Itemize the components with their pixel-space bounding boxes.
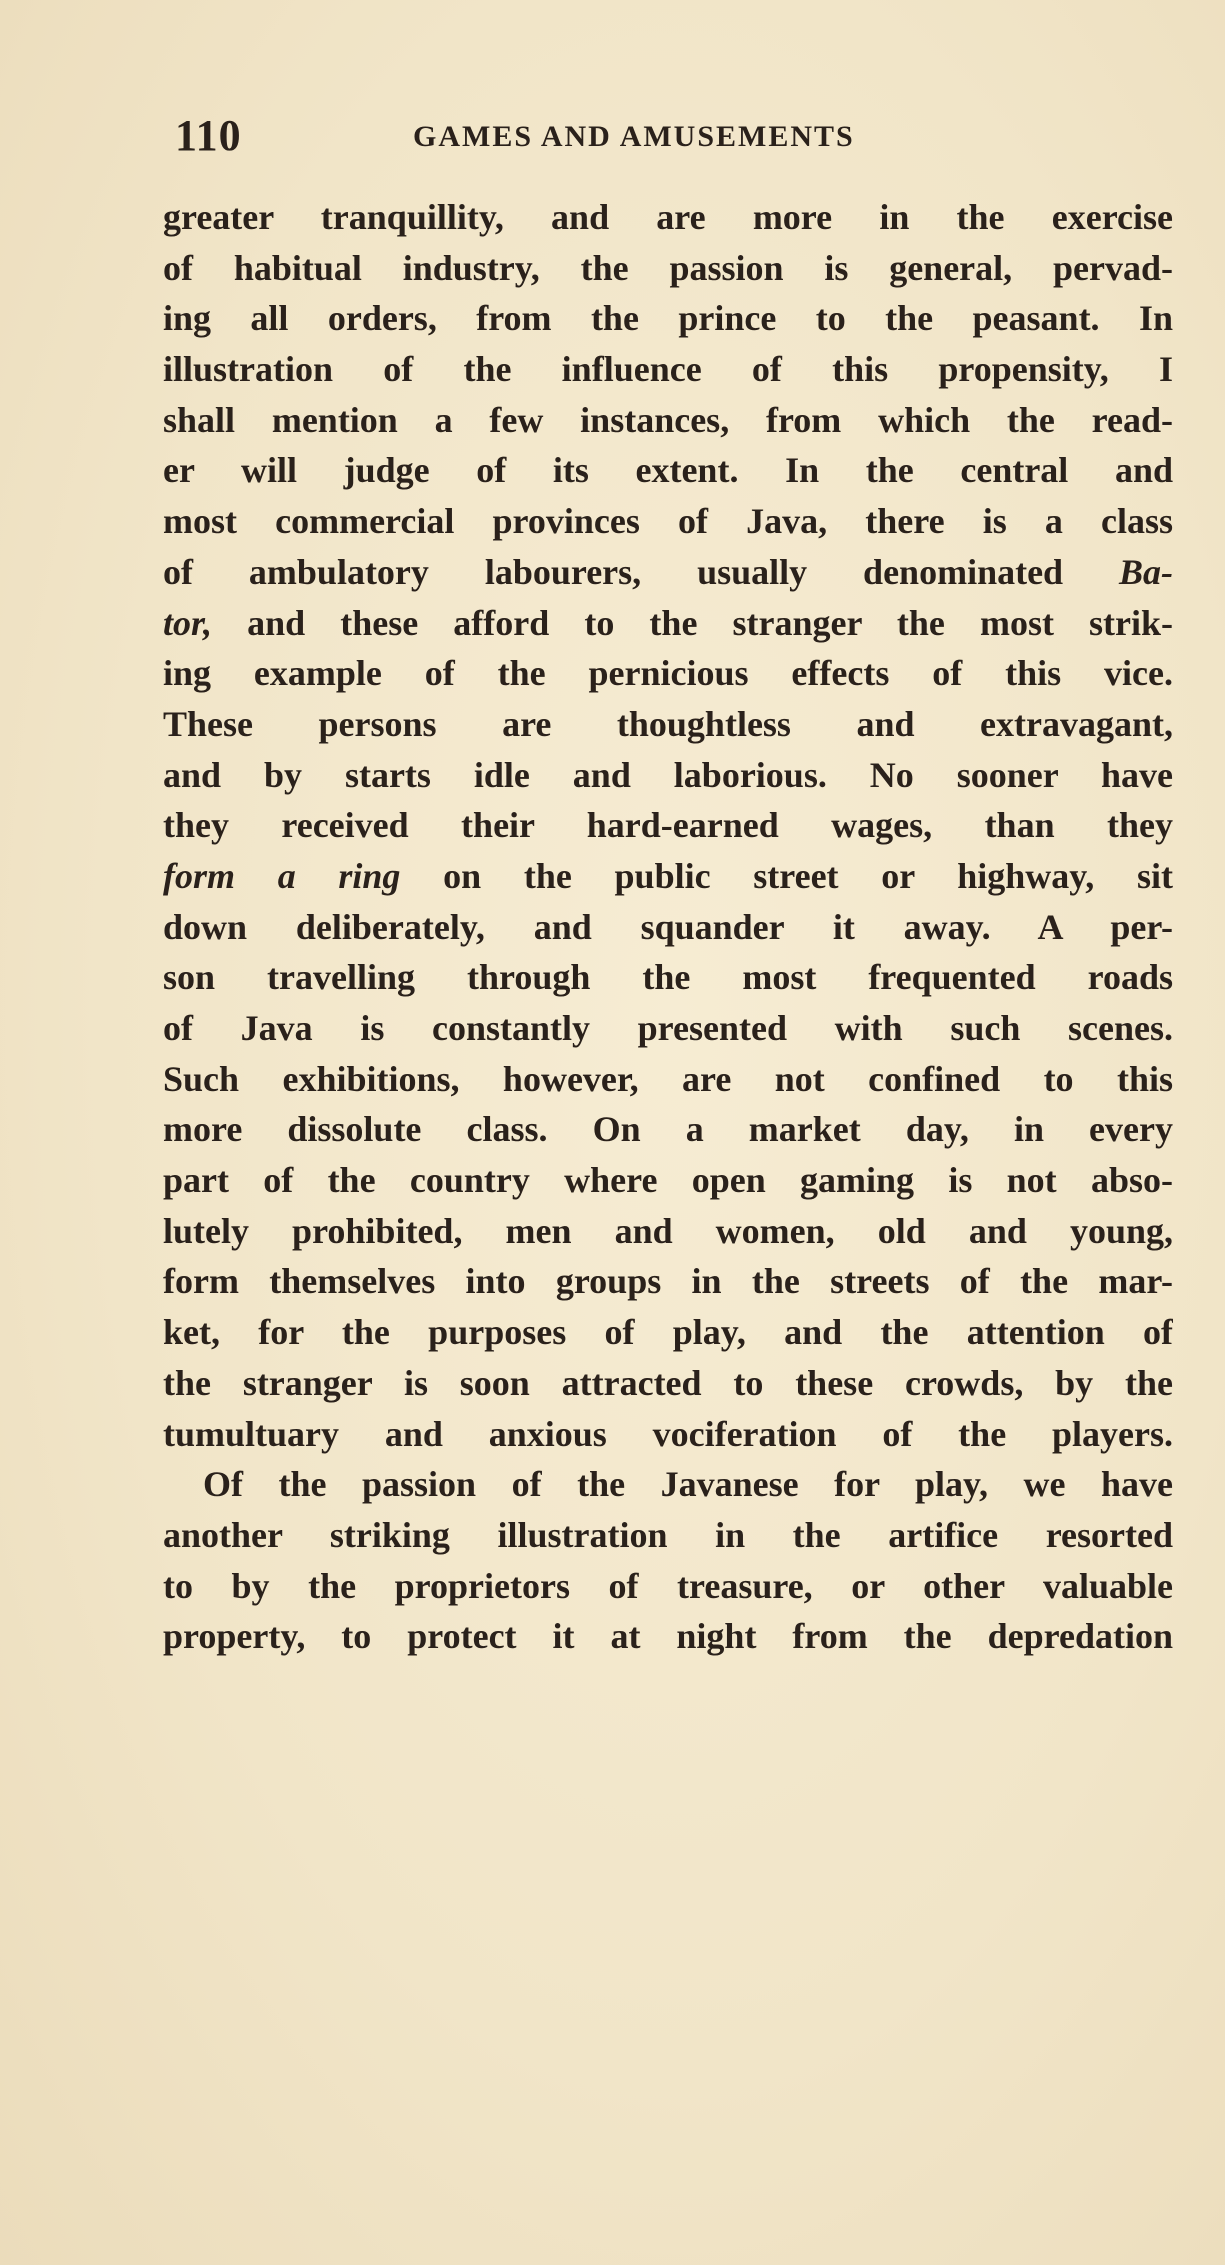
text-line-paragraph-start: Of the passion of the Javanese for play, we have	[203, 1464, 1173, 1505]
text-line: greater tranquillity, and are more in the exercise	[163, 197, 1173, 237]
text-line: another striking illustration in the artifice resorted	[163, 1514, 1173, 1555]
body-text	[163, 192, 1173, 1662]
text-line: ing all orders, from the prince to the peasant. In	[163, 298, 1173, 339]
text-line: down deliberately, and squander it away. A per-	[163, 906, 1173, 947]
text-line: son travelling through the most frequented roads	[163, 957, 1173, 998]
italic-phrase-form-a-ring: form a ring	[163, 855, 401, 896]
text-line: tumultuary and anxious vociferation of the players.	[163, 1413, 1173, 1454]
text-line: ing example of the pernicious effects of this vice.	[163, 653, 1173, 694]
text-line: lutely prohibited, men and women, old and young,	[163, 1210, 1173, 1251]
text-line	[163, 547, 1173, 598]
text-line-segment: of ambulatory labourers, usually denominated	[163, 551, 1064, 592]
text-line: most commercial provinces of Java, there is a class	[163, 501, 1173, 542]
text-line: Such exhibitions, however, are not confined to this	[163, 1058, 1173, 1099]
text-line: part of the country where open gaming is not abso-	[163, 1160, 1173, 1201]
text-line: they received their hard-earned wages, than they	[163, 805, 1173, 846]
text-line: form themselves into groups in the streets of the mar-	[163, 1261, 1173, 1302]
text-line	[163, 598, 1173, 649]
text-line: the stranger is soon attracted to these crowds, by the	[163, 1362, 1173, 1403]
italic-term-bator-start: Ba-	[1119, 551, 1173, 592]
italic-term-bator-end: tor,	[163, 602, 213, 643]
text-line: property, to protect it at night from the depredation	[163, 1616, 1173, 1657]
text-line: These persons are thoughtless and extravagant,	[163, 703, 1173, 744]
running-head	[165, 108, 965, 164]
text-line	[163, 851, 1173, 902]
text-line: er will judge of its extent. In the central and	[163, 450, 1173, 491]
running-title: GAMES AND AMUSEMENTS	[413, 120, 855, 153]
page-number: 110	[175, 111, 242, 160]
text-line: of Java is constantly presented with such scenes.	[163, 1008, 1173, 1048]
text-line-segment: and these afford to the stranger the most strik-	[247, 602, 1173, 643]
text-line: more dissolute class. On a market day, in every	[163, 1109, 1173, 1150]
text-line: shall mention a few instances, from which the read-	[163, 399, 1173, 440]
text-line: of habitual industry, the passion is general, pervad-	[163, 247, 1173, 288]
text-line-segment: on the public street or highway, sit	[443, 855, 1173, 896]
text-line: and by starts idle and laborious. No sooner have	[163, 754, 1173, 795]
text-line: to by the proprietors of treasure, or other valuable	[163, 1565, 1173, 1606]
text-line: ket, for the purposes of play, and the attention of	[163, 1312, 1173, 1353]
text-line: illustration of the influence of this propensity, I	[163, 349, 1173, 390]
